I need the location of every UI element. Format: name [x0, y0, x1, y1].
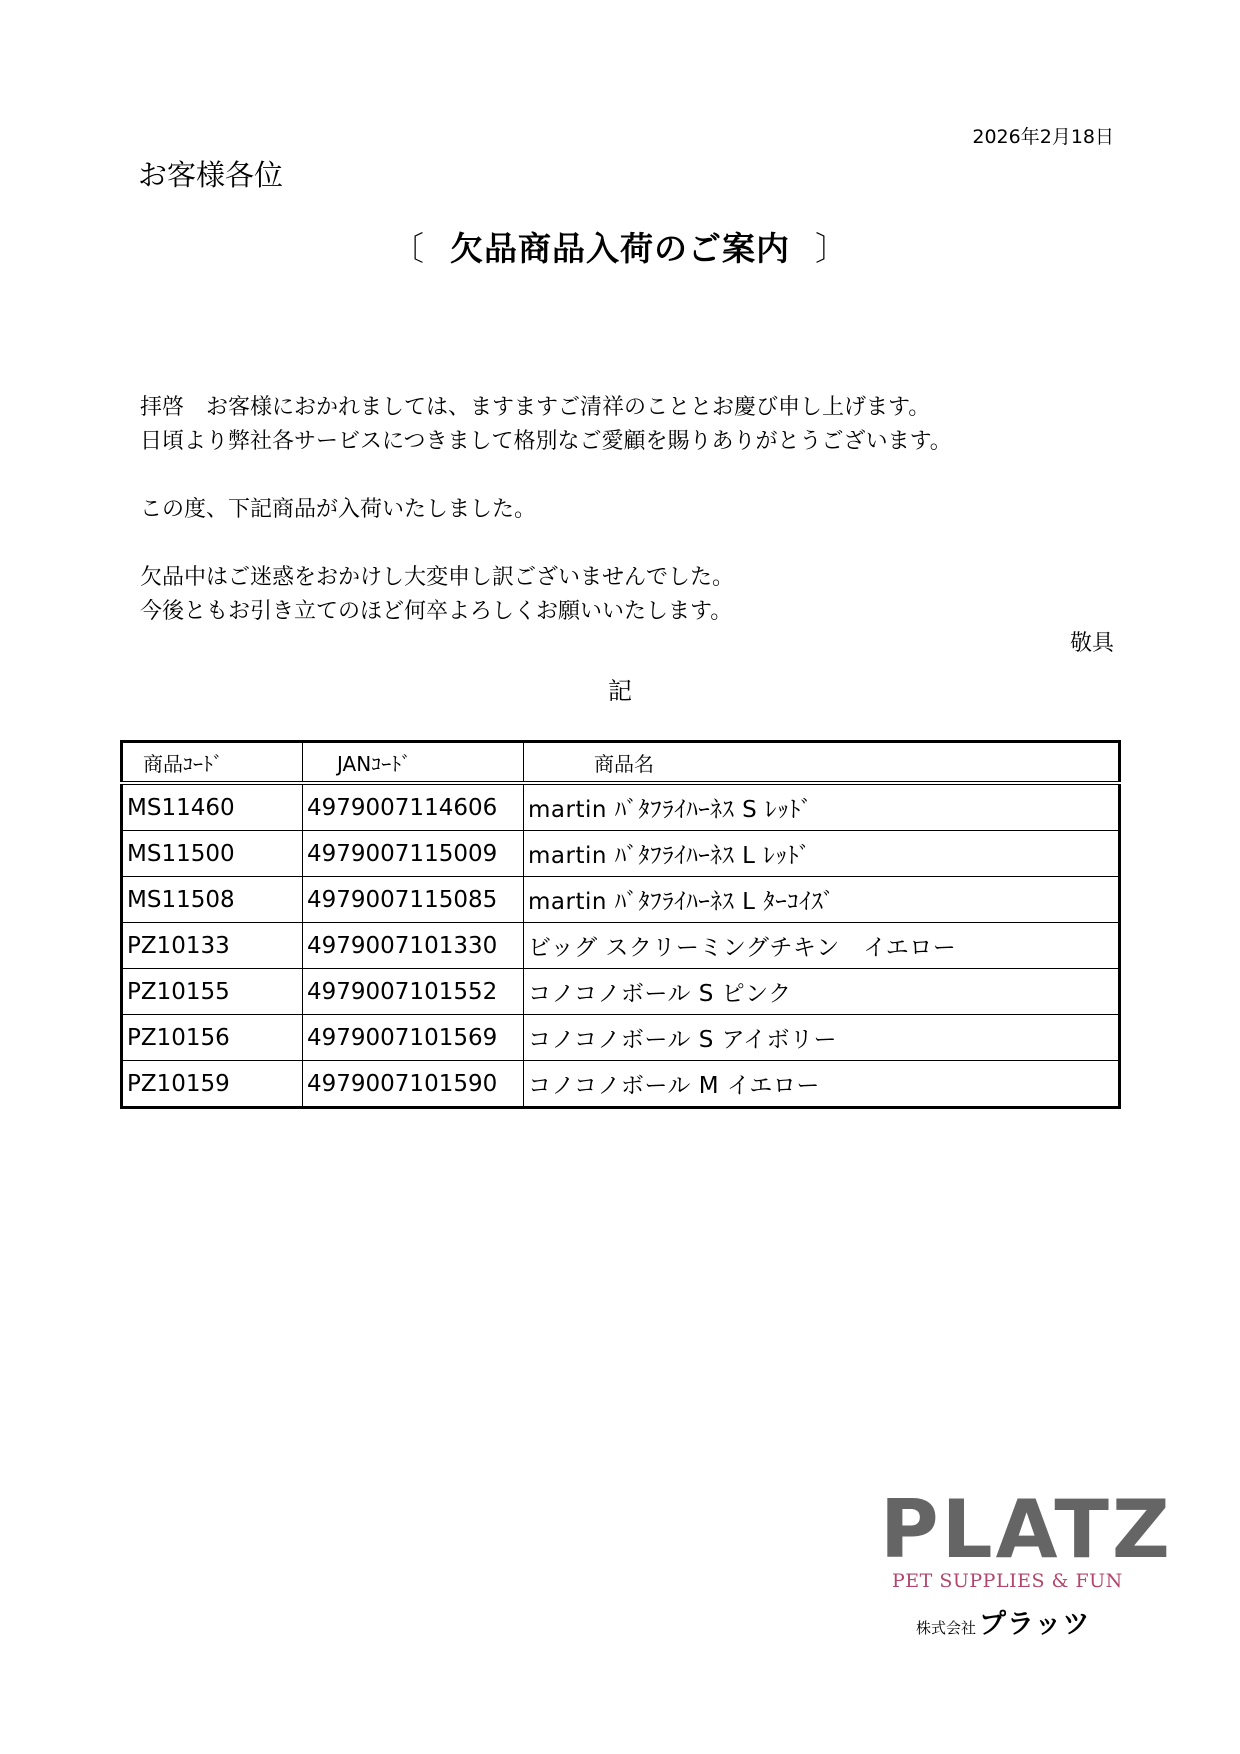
logo-company-kana: プラッツ: [979, 1609, 1091, 1640]
cell-product-code: MS11460: [122, 783, 303, 831]
body-line-2: 日頃より弊社各サービスにつきまして格別なご愛顧を賜りありがとうございます。: [140, 429, 952, 454]
cell-product-name: コノコノボール S ピンク: [524, 969, 1120, 1015]
company-logo: [880, 1483, 1173, 1641]
header-product-name: 商品名: [524, 742, 1120, 784]
table-row: [122, 783, 1120, 831]
logo-company-prefix: 株式会社: [916, 1619, 977, 1637]
body-line-4: 欠品中はご迷惑をおかけし大変申し訳ございませんでした。: [140, 565, 735, 590]
logo-company-name: [880, 1602, 1120, 1641]
cell-jan-code: 4979007101330: [303, 923, 524, 969]
title-close-bracket: 〕: [814, 229, 849, 268]
table-header-row: [122, 742, 1120, 784]
closing-keigu: 敬具: [1069, 631, 1114, 656]
logo-brand: PLATZ: [880, 1483, 1173, 1576]
cell-jan-code: 4979007114606: [303, 783, 524, 831]
cell-product-code: PZ10156: [122, 1015, 303, 1061]
body-line-1: 拝啓 お客様におかれましては、ますますご清祥のこととお慶び申し上げます。: [140, 395, 931, 420]
cell-product-name: コノコノボール M イエロー: [524, 1061, 1120, 1108]
table-row: [122, 1061, 1120, 1108]
recipient: お客様各位: [138, 158, 284, 192]
title-open-bracket: 〔: [391, 229, 426, 268]
table-row: [122, 877, 1120, 923]
ki-heading: 記: [608, 677, 632, 705]
body-line-5: 今後ともお引き立てのほど何卒よろしくお願いいたします。: [140, 599, 733, 624]
document-date: 2026年2月18日: [972, 126, 1114, 148]
cell-jan-code: 4979007101590: [303, 1061, 524, 1108]
cell-jan-code: 4979007101569: [303, 1015, 524, 1061]
cell-product-name: martin ﾊﾞﾀﾌﾗｲﾊｰﾈｽ L ﾀｰｺｲｽﾞ: [524, 877, 1120, 923]
cell-product-code: PZ10155: [122, 969, 303, 1015]
body-line-3: この度、下記商品が入荷いたしました。: [140, 497, 537, 522]
cell-jan-code: 4979007101552: [303, 969, 524, 1015]
cell-product-code: MS11508: [122, 877, 303, 923]
cell-jan-code: 4979007115085: [303, 877, 524, 923]
cell-product-name: martin ﾊﾞﾀﾌﾗｲﾊｰﾈｽ S ﾚｯﾄﾞ: [524, 783, 1120, 831]
table-row: [122, 1015, 1120, 1061]
document-title: [0, 223, 1240, 270]
table-row: [122, 831, 1120, 877]
cell-product-code: PZ10159: [122, 1061, 303, 1108]
cell-jan-code: 4979007115009: [303, 831, 524, 877]
cell-product-name: コノコノボール S アイボリー: [524, 1015, 1120, 1061]
header-jan-code: JANｺｰﾄﾞ: [303, 742, 524, 784]
header-product-code: 商品ｺｰﾄﾞ: [122, 742, 303, 784]
product-table: [120, 740, 1121, 1109]
logo-tagline: PET SUPPLIES & FUN: [892, 1570, 1123, 1592]
table-row: [122, 923, 1120, 969]
title-text: 欠品商品入荷のご案内: [450, 229, 790, 268]
cell-product-code: PZ10133: [122, 923, 303, 969]
cell-product-code: MS11500: [122, 831, 303, 877]
table-row: [122, 969, 1120, 1015]
cell-product-name: martin ﾊﾞﾀﾌﾗｲﾊｰﾈｽ L ﾚｯﾄﾞ: [524, 831, 1120, 877]
cell-product-name: ビッグ スクリーミングチキン イエロー: [524, 923, 1120, 969]
